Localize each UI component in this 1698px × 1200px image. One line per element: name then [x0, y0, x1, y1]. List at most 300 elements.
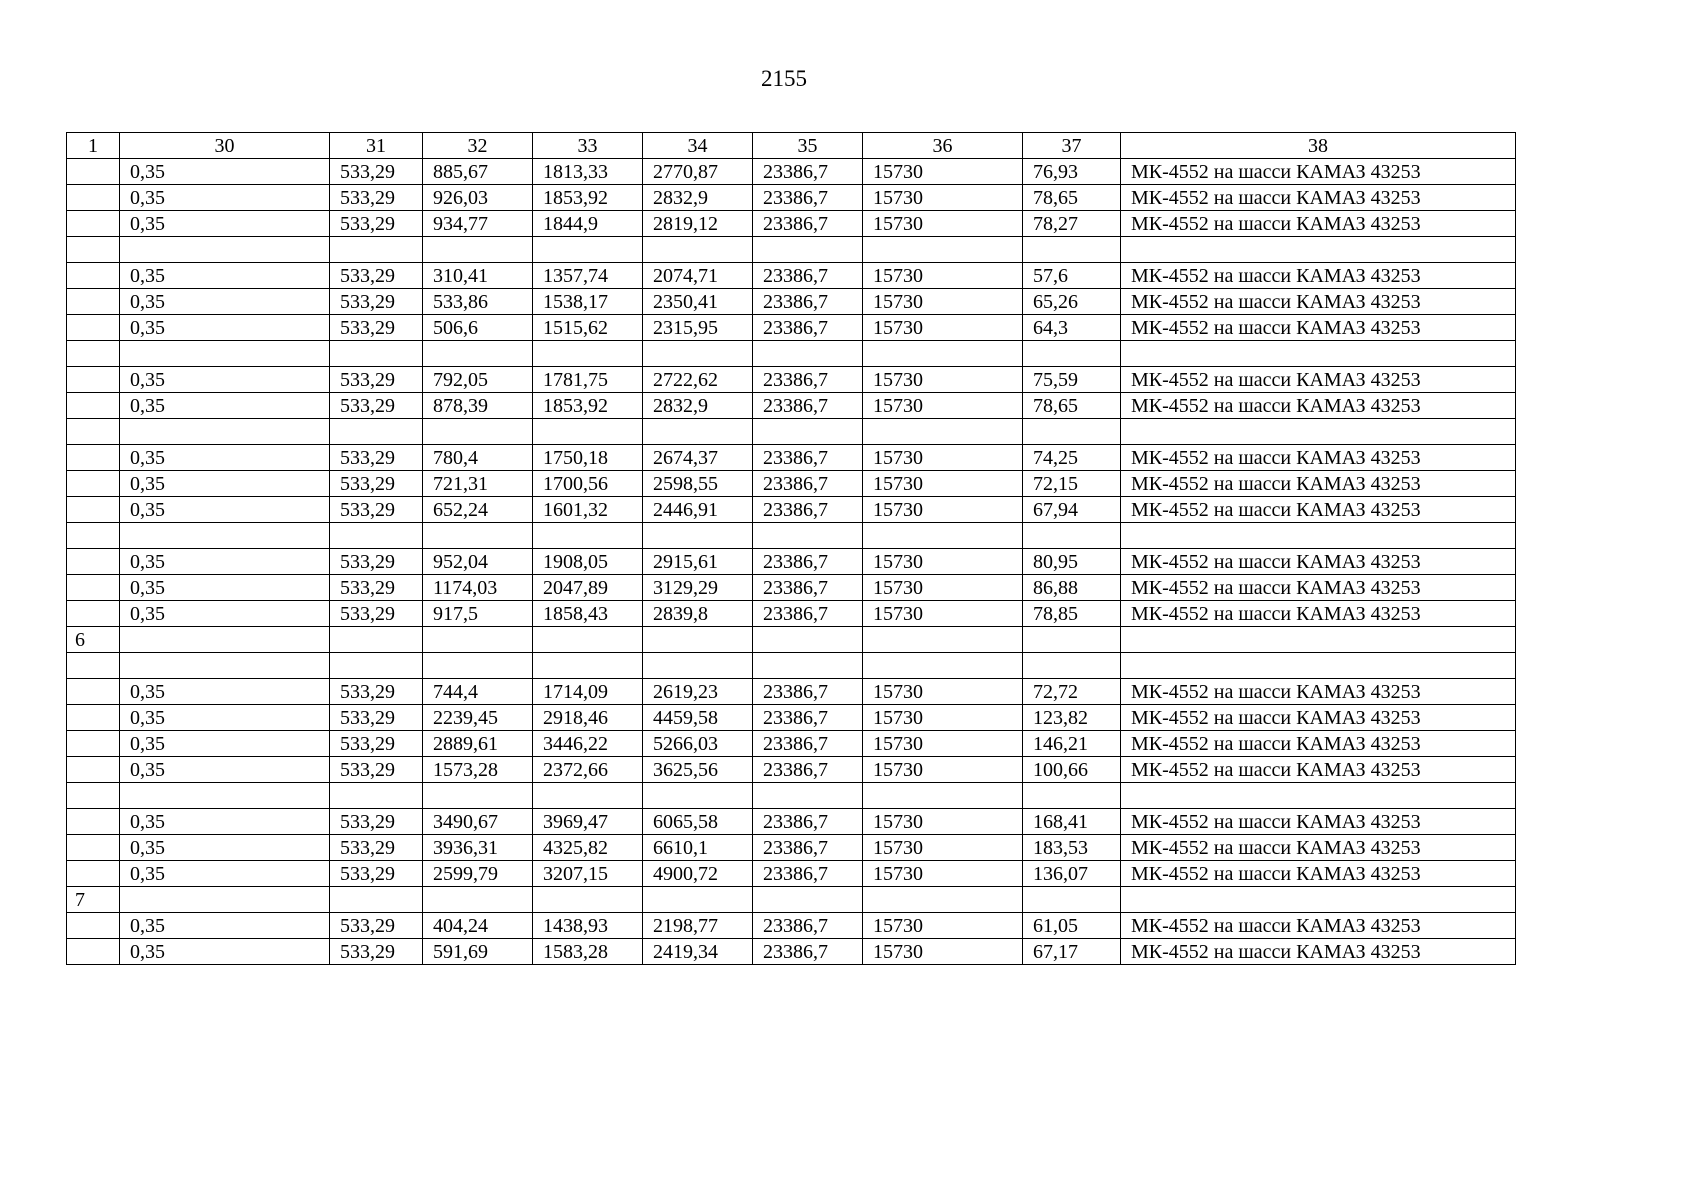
- table-cell-col-1: [67, 185, 120, 211]
- table-cell-col-32: 792,05: [423, 367, 533, 393]
- table-cell-col-32: [423, 237, 533, 263]
- table-cell-col-34: 4900,72: [643, 861, 753, 887]
- table-cell-col-37: [1023, 887, 1121, 913]
- table-cell-col-35: 23386,7: [753, 315, 863, 341]
- table-cell-col-36: [863, 627, 1023, 653]
- table-cell-col-35: 23386,7: [753, 809, 863, 835]
- table-row: [67, 783, 1516, 809]
- table-cell-col-38: МК-4552 на шасси КАМАЗ 43253: [1121, 159, 1516, 185]
- table-cell-col-1: [67, 523, 120, 549]
- table-cell-col-37: 76,93: [1023, 159, 1121, 185]
- table-cell-col-33: 1781,75: [533, 367, 643, 393]
- table-cell-col-31: 533,29: [330, 471, 423, 497]
- table-cell-col-35: 23386,7: [753, 159, 863, 185]
- table-row: [67, 861, 1516, 887]
- table-cell-col-34: 2674,37: [643, 445, 753, 471]
- table-cell-col-31: 533,29: [330, 809, 423, 835]
- table-cell-col-38: МК-4552 на шасси КАМАЗ 43253: [1121, 601, 1516, 627]
- table-cell-col-30: [120, 419, 330, 445]
- table-cell-col-31: [330, 653, 423, 679]
- table-cell-col-33: 1858,43: [533, 601, 643, 627]
- table-cell-col-38: МК-4552 на шасси КАМАЗ 43253: [1121, 809, 1516, 835]
- table-cell-col-1: [67, 497, 120, 523]
- table-cell-col-38: [1121, 653, 1516, 679]
- table-cell-col-32: 3490,67: [423, 809, 533, 835]
- table-cell-col-38: МК-4552 на шасси КАМАЗ 43253: [1121, 263, 1516, 289]
- table-cell-col-37: 86,88: [1023, 575, 1121, 601]
- table-cell-col-1: 6: [67, 627, 120, 653]
- table-cell-col-34: 3625,56: [643, 757, 753, 783]
- table-cell-col-1: [67, 601, 120, 627]
- table-cell-col-34: 2832,9: [643, 185, 753, 211]
- table-cell-col-34: 2839,8: [643, 601, 753, 627]
- table-cell-col-1: [67, 757, 120, 783]
- table-cell-col-38: МК-4552 на шасси КАМАЗ 43253: [1121, 731, 1516, 757]
- table-cell-col-31: 533,29: [330, 393, 423, 419]
- table-row: [67, 159, 1516, 185]
- table-cell-col-30: 0,35: [120, 263, 330, 289]
- header-cell-col-33: 33: [533, 133, 643, 159]
- table-cell-col-37: [1023, 419, 1121, 445]
- table-cell-col-36: 15730: [863, 393, 1023, 419]
- table-cell-col-34: 6065,58: [643, 809, 753, 835]
- table-cell-col-32: [423, 783, 533, 809]
- table-cell-col-30: 0,35: [120, 367, 330, 393]
- data-table: [66, 132, 1516, 965]
- table-cell-col-37: 78,65: [1023, 393, 1121, 419]
- table-cell-col-35: 23386,7: [753, 289, 863, 315]
- table-row: [67, 237, 1516, 263]
- table-row: [67, 471, 1516, 497]
- table-cell-col-1: [67, 341, 120, 367]
- table-cell-col-31: 533,29: [330, 211, 423, 237]
- table-cell-col-34: 2722,62: [643, 367, 753, 393]
- table-cell-col-31: 533,29: [330, 757, 423, 783]
- table-cell-col-32: [423, 627, 533, 653]
- table-cell-col-36: 15730: [863, 731, 1023, 757]
- table-cell-col-35: 23386,7: [753, 497, 863, 523]
- table-cell-col-37: 136,07: [1023, 861, 1121, 887]
- table-cell-col-30: 0,35: [120, 549, 330, 575]
- table-cell-col-36: 15730: [863, 679, 1023, 705]
- table-cell-col-33: 1750,18: [533, 445, 643, 471]
- table-cell-col-35: 23386,7: [753, 211, 863, 237]
- table-cell-col-33: [533, 341, 643, 367]
- table-cell-col-32: 591,69: [423, 939, 533, 965]
- table-cell-col-34: [643, 653, 753, 679]
- table-cell-col-30: [120, 887, 330, 913]
- table-cell-col-32: [423, 419, 533, 445]
- table-cell-col-32: 721,31: [423, 471, 533, 497]
- table-cell-col-37: 78,65: [1023, 185, 1121, 211]
- table-cell-col-32: 926,03: [423, 185, 533, 211]
- table-cell-col-34: [643, 783, 753, 809]
- table-cell-col-34: 2598,55: [643, 471, 753, 497]
- table-cell-col-35: 23386,7: [753, 939, 863, 965]
- table-cell-col-31: [330, 419, 423, 445]
- table-cell-col-32: [423, 887, 533, 913]
- table-cell-col-37: 72,15: [1023, 471, 1121, 497]
- header-cell-col-35: 35: [753, 133, 863, 159]
- table-cell-col-35: 23386,7: [753, 705, 863, 731]
- table-cell-col-36: 15730: [863, 263, 1023, 289]
- table-cell-col-30: 0,35: [120, 185, 330, 211]
- table-cell-col-37: 78,85: [1023, 601, 1121, 627]
- table-cell-col-38: МК-4552 на шасси КАМАЗ 43253: [1121, 471, 1516, 497]
- table-cell-col-36: 15730: [863, 757, 1023, 783]
- table-cell-col-30: 0,35: [120, 913, 330, 939]
- table-cell-col-33: 1515,62: [533, 315, 643, 341]
- table-cell-col-1: [67, 211, 120, 237]
- table-cell-col-34: [643, 341, 753, 367]
- table-cell-col-31: [330, 887, 423, 913]
- table-cell-col-38: МК-4552 на шасси КАМАЗ 43253: [1121, 835, 1516, 861]
- table-cell-col-38: [1121, 523, 1516, 549]
- table-row: [67, 731, 1516, 757]
- table-cell-col-36: 15730: [863, 471, 1023, 497]
- table-cell-col-32: 2239,45: [423, 705, 533, 731]
- table-row: [67, 809, 1516, 835]
- table-cell-col-31: 533,29: [330, 315, 423, 341]
- table-cell-col-33: 3446,22: [533, 731, 643, 757]
- table-cell-col-31: 533,29: [330, 601, 423, 627]
- table-cell-col-34: 2419,34: [643, 939, 753, 965]
- table-cell-col-34: 4459,58: [643, 705, 753, 731]
- table-cell-col-32: 652,24: [423, 497, 533, 523]
- table-row: [67, 315, 1516, 341]
- table-cell-col-35: [753, 653, 863, 679]
- table-cell-col-32: [423, 523, 533, 549]
- table-cell-col-32: 878,39: [423, 393, 533, 419]
- table-cell-col-38: МК-4552 на шасси КАМАЗ 43253: [1121, 757, 1516, 783]
- table-row: [67, 419, 1516, 445]
- table-cell-col-33: [533, 653, 643, 679]
- table-cell-col-37: [1023, 523, 1121, 549]
- table-cell-col-1: [67, 653, 120, 679]
- table-cell-col-37: [1023, 783, 1121, 809]
- table-cell-col-37: 65,26: [1023, 289, 1121, 315]
- table-cell-col-31: [330, 523, 423, 549]
- table-cell-col-31: 533,29: [330, 445, 423, 471]
- table-cell-col-30: 0,35: [120, 705, 330, 731]
- table-cell-col-31: 533,29: [330, 549, 423, 575]
- table-cell-col-36: 15730: [863, 289, 1023, 315]
- table-cell-col-35: [753, 419, 863, 445]
- table-cell-col-30: 0,35: [120, 939, 330, 965]
- table-cell-col-34: [643, 419, 753, 445]
- table-cell-col-30: [120, 783, 330, 809]
- table-cell-col-38: [1121, 237, 1516, 263]
- table-cell-col-1: [67, 939, 120, 965]
- table-cell-col-38: [1121, 627, 1516, 653]
- table-cell-col-34: 2074,71: [643, 263, 753, 289]
- table-cell-col-37: 100,66: [1023, 757, 1121, 783]
- table-cell-col-34: 5266,03: [643, 731, 753, 757]
- table-cell-col-36: 15730: [863, 601, 1023, 627]
- table-cell-col-31: 533,29: [330, 159, 423, 185]
- table-cell-col-36: [863, 523, 1023, 549]
- table-cell-col-38: МК-4552 на шасси КАМАЗ 43253: [1121, 497, 1516, 523]
- table-cell-col-36: 15730: [863, 315, 1023, 341]
- table-cell-col-33: 1538,17: [533, 289, 643, 315]
- table-cell-col-31: 533,29: [330, 705, 423, 731]
- table-cell-col-38: МК-4552 на шасси КАМАЗ 43253: [1121, 913, 1516, 939]
- table-cell-col-33: 2047,89: [533, 575, 643, 601]
- table-cell-col-30: 0,35: [120, 835, 330, 861]
- table-cell-col-1: [67, 731, 120, 757]
- table-row: [67, 341, 1516, 367]
- table-cell-col-31: 533,29: [330, 835, 423, 861]
- table-cell-col-33: 1714,09: [533, 679, 643, 705]
- table-row: [67, 575, 1516, 601]
- table-cell-col-34: 2770,87: [643, 159, 753, 185]
- table-cell-col-1: [67, 471, 120, 497]
- table-cell-col-1: [67, 263, 120, 289]
- table-cell-col-1: [67, 315, 120, 341]
- table-cell-col-36: 15730: [863, 159, 1023, 185]
- table-cell-col-34: 2315,95: [643, 315, 753, 341]
- table-row: [67, 393, 1516, 419]
- table-cell-col-35: [753, 237, 863, 263]
- table-cell-col-1: [67, 289, 120, 315]
- table-cell-col-37: 168,41: [1023, 809, 1121, 835]
- table-cell-col-37: 146,21: [1023, 731, 1121, 757]
- table-cell-col-35: 23386,7: [753, 731, 863, 757]
- table-cell-col-33: [533, 887, 643, 913]
- table-row: [67, 757, 1516, 783]
- table-cell-col-34: 2915,61: [643, 549, 753, 575]
- table-cell-col-1: [67, 159, 120, 185]
- table-cell-col-32: 506,6: [423, 315, 533, 341]
- table-cell-col-36: [863, 341, 1023, 367]
- table-cell-col-30: [120, 653, 330, 679]
- table-cell-col-35: [753, 783, 863, 809]
- table-cell-col-32: 1174,03: [423, 575, 533, 601]
- table-cell-col-32: [423, 341, 533, 367]
- table-cell-col-38: МК-4552 на шасси КАМАЗ 43253: [1121, 575, 1516, 601]
- table-row: [67, 835, 1516, 861]
- table-cell-col-1: [67, 419, 120, 445]
- table-cell-col-37: 78,27: [1023, 211, 1121, 237]
- table-row: [67, 913, 1516, 939]
- table-cell-col-30: 0,35: [120, 471, 330, 497]
- table-cell-col-30: 0,35: [120, 211, 330, 237]
- table-cell-col-34: [643, 523, 753, 549]
- table-cell-col-32: 934,77: [423, 211, 533, 237]
- table-cell-col-34: 3129,29: [643, 575, 753, 601]
- table-cell-col-37: 80,95: [1023, 549, 1121, 575]
- table-cell-col-1: [67, 913, 120, 939]
- table-cell-col-30: [120, 627, 330, 653]
- table-cell-col-35: 23386,7: [753, 575, 863, 601]
- table-cell-col-1: [67, 705, 120, 731]
- table-cell-col-38: МК-4552 на шасси КАМАЗ 43253: [1121, 315, 1516, 341]
- table-cell-col-32: 744,4: [423, 679, 533, 705]
- table-cell-col-33: 1700,56: [533, 471, 643, 497]
- table-cell-col-37: [1023, 237, 1121, 263]
- table-cell-col-36: 15730: [863, 211, 1023, 237]
- table-cell-col-38: МК-4552 на шасси КАМАЗ 43253: [1121, 705, 1516, 731]
- table-cell-col-30: 0,35: [120, 575, 330, 601]
- table-cell-col-32: 885,67: [423, 159, 533, 185]
- table-cell-col-34: 6610,1: [643, 835, 753, 861]
- table-cell-col-1: [67, 809, 120, 835]
- table-row: [67, 939, 1516, 965]
- table-cell-col-1: [67, 393, 120, 419]
- table-cell-col-32: 780,4: [423, 445, 533, 471]
- table-cell-col-35: 23386,7: [753, 913, 863, 939]
- table-cell-col-34: [643, 887, 753, 913]
- table-cell-col-30: 0,35: [120, 497, 330, 523]
- table-cell-col-38: [1121, 887, 1516, 913]
- table-cell-col-36: 15730: [863, 939, 1023, 965]
- table-cell-col-35: 23386,7: [753, 835, 863, 861]
- table-cell-col-36: [863, 653, 1023, 679]
- table-cell-col-30: 0,35: [120, 601, 330, 627]
- table-cell-col-35: 23386,7: [753, 757, 863, 783]
- table-cell-col-35: 23386,7: [753, 471, 863, 497]
- table-cell-col-35: 23386,7: [753, 263, 863, 289]
- table-cell-col-33: [533, 523, 643, 549]
- table-cell-col-37: 64,3: [1023, 315, 1121, 341]
- table-cell-col-35: [753, 887, 863, 913]
- header-cell-col-1: 1: [67, 133, 120, 159]
- table-cell-col-33: 1357,74: [533, 263, 643, 289]
- table-cell-col-36: [863, 237, 1023, 263]
- table-cell-col-37: 67,94: [1023, 497, 1121, 523]
- table-cell-col-34: 2198,77: [643, 913, 753, 939]
- header-cell-col-31: 31: [330, 133, 423, 159]
- table-cell-col-38: МК-4552 на шасси КАМАЗ 43253: [1121, 939, 1516, 965]
- table-cell-col-37: 67,17: [1023, 939, 1121, 965]
- table-row: [67, 627, 1516, 653]
- table-cell-col-34: 2446,91: [643, 497, 753, 523]
- table-cell-col-35: 23386,7: [753, 445, 863, 471]
- table-cell-col-30: [120, 523, 330, 549]
- table-cell-col-30: 0,35: [120, 315, 330, 341]
- table-cell-col-33: 1853,92: [533, 185, 643, 211]
- table-cell-col-31: [330, 783, 423, 809]
- table-cell-col-36: 15730: [863, 809, 1023, 835]
- table-header-row: [67, 133, 1516, 159]
- table-row: [67, 497, 1516, 523]
- table-row: [67, 705, 1516, 731]
- table-cell-col-35: 23386,7: [753, 549, 863, 575]
- table-cell-col-32: [423, 653, 533, 679]
- table-cell-col-36: [863, 419, 1023, 445]
- table-row: [67, 523, 1516, 549]
- table-cell-col-31: 533,29: [330, 367, 423, 393]
- table-cell-col-33: 2918,46: [533, 705, 643, 731]
- table-row: [67, 887, 1516, 913]
- table-cell-col-33: 1438,93: [533, 913, 643, 939]
- table-cell-col-1: [67, 679, 120, 705]
- table-cell-col-36: 15730: [863, 705, 1023, 731]
- table-cell-col-30: [120, 341, 330, 367]
- table-row: [67, 289, 1516, 315]
- table-row: [67, 367, 1516, 393]
- table-cell-col-1: [67, 861, 120, 887]
- table-cell-col-31: 533,29: [330, 731, 423, 757]
- table-cell-col-33: 1601,32: [533, 497, 643, 523]
- table-cell-col-34: [643, 237, 753, 263]
- table-cell-col-38: МК-4552 на шасси КАМАЗ 43253: [1121, 367, 1516, 393]
- table-cell-col-1: [67, 367, 120, 393]
- table-cell-col-33: 1844,9: [533, 211, 643, 237]
- table-cell-col-33: [533, 783, 643, 809]
- table-cell-col-36: 15730: [863, 367, 1023, 393]
- table-cell-col-32: 404,24: [423, 913, 533, 939]
- table-cell-col-1: 7: [67, 887, 120, 913]
- table-cell-col-35: 23386,7: [753, 185, 863, 211]
- table-cell-col-34: 2819,12: [643, 211, 753, 237]
- table-cell-col-38: [1121, 341, 1516, 367]
- table-cell-col-33: 3207,15: [533, 861, 643, 887]
- table-row: [67, 601, 1516, 627]
- table-cell-col-35: [753, 341, 863, 367]
- table-cell-col-32: 917,5: [423, 601, 533, 627]
- table-cell-col-31: 533,29: [330, 497, 423, 523]
- table-cell-col-31: 533,29: [330, 289, 423, 315]
- table-cell-col-34: 2619,23: [643, 679, 753, 705]
- table-cell-col-37: 57,6: [1023, 263, 1121, 289]
- table-cell-col-38: МК-4552 на шасси КАМАЗ 43253: [1121, 393, 1516, 419]
- table-cell-col-33: [533, 237, 643, 263]
- table-cell-col-32: 310,41: [423, 263, 533, 289]
- table-cell-col-35: 23386,7: [753, 861, 863, 887]
- table-cell-col-37: 72,72: [1023, 679, 1121, 705]
- table-row: [67, 679, 1516, 705]
- table-cell-col-31: [330, 627, 423, 653]
- table-cell-col-1: [67, 835, 120, 861]
- table-row: [67, 653, 1516, 679]
- table-cell-col-37: [1023, 653, 1121, 679]
- table-cell-col-31: 533,29: [330, 913, 423, 939]
- table-cell-col-32: 3936,31: [423, 835, 533, 861]
- table-cell-col-35: 23386,7: [753, 679, 863, 705]
- table-cell-col-38: МК-4552 на шасси КАМАЗ 43253: [1121, 185, 1516, 211]
- table-cell-col-31: 533,29: [330, 679, 423, 705]
- table-cell-col-33: [533, 627, 643, 653]
- table-cell-col-34: 2832,9: [643, 393, 753, 419]
- table-cell-col-32: 952,04: [423, 549, 533, 575]
- table-cell-col-36: 15730: [863, 185, 1023, 211]
- table-cell-col-33: 1583,28: [533, 939, 643, 965]
- table-cell-col-34: 2350,41: [643, 289, 753, 315]
- table-cell-col-38: МК-4552 на шасси КАМАЗ 43253: [1121, 445, 1516, 471]
- table-row: [67, 263, 1516, 289]
- table-cell-col-36: 15730: [863, 497, 1023, 523]
- table-cell-col-30: 0,35: [120, 393, 330, 419]
- table-cell-col-35: 23386,7: [753, 367, 863, 393]
- table-cell-col-30: 0,35: [120, 731, 330, 757]
- table-cell-col-30: 0,35: [120, 861, 330, 887]
- table-cell-col-37: 61,05: [1023, 913, 1121, 939]
- table-cell-col-31: 533,29: [330, 939, 423, 965]
- table-cell-col-30: 0,35: [120, 809, 330, 835]
- table-cell-col-38: МК-4552 на шасси КАМАЗ 43253: [1121, 289, 1516, 315]
- table-cell-col-30: 0,35: [120, 289, 330, 315]
- table-row: [67, 211, 1516, 237]
- table-cell-col-35: [753, 523, 863, 549]
- table-cell-col-38: МК-4552 на шасси КАМАЗ 43253: [1121, 549, 1516, 575]
- table-cell-col-31: [330, 237, 423, 263]
- table-cell-col-37: 123,82: [1023, 705, 1121, 731]
- table-cell-col-36: 15730: [863, 575, 1023, 601]
- table-cell-col-36: 15730: [863, 835, 1023, 861]
- table-cell-col-31: [330, 341, 423, 367]
- header-cell-col-38: 38: [1121, 133, 1516, 159]
